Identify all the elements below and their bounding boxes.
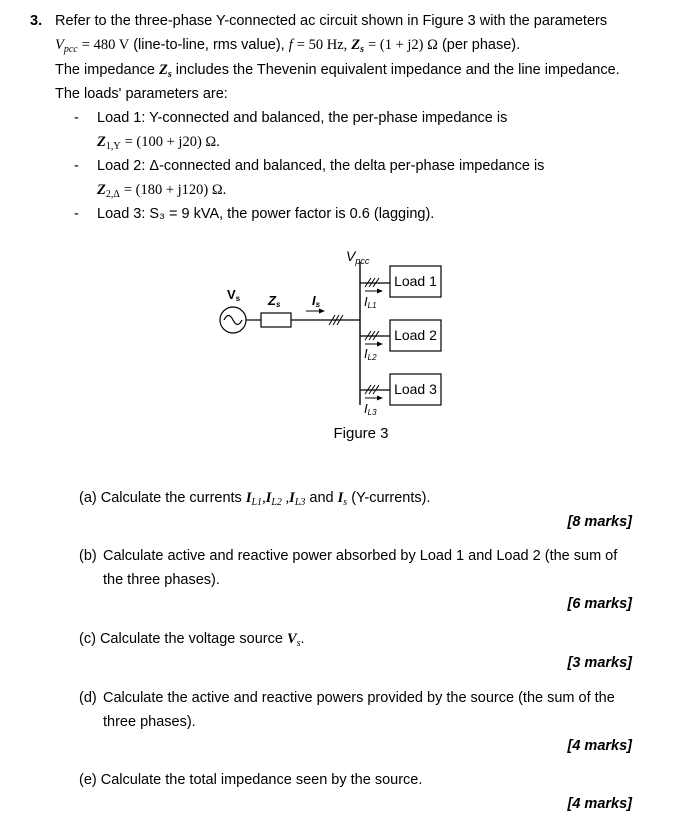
load3-text: Load 3: S₃ = 9 kVA, the power factor is 0.6 (lagging). — [97, 206, 435, 222]
il2-sub: L2 — [271, 497, 282, 508]
zs-inline-symbol: Z — [158, 62, 168, 78]
bullet-1: - — [74, 110, 79, 126]
zs-symbol: Z — [351, 37, 361, 53]
part-e-label: (e) — [79, 772, 97, 788]
part-d-marks: [4 marks] — [567, 738, 632, 754]
part-c — [79, 631, 305, 649]
zs-inline-subscript: s — [167, 69, 172, 80]
load1-subscript: 1,Y — [105, 141, 121, 152]
part-d-label: (d) — [79, 690, 97, 706]
part-b-marks: [6 marks] — [567, 596, 632, 612]
load2-label: Load 2 — [394, 327, 437, 343]
load2-value: = (180 + j120) Ω. — [123, 182, 227, 198]
il2-symbol: I — [265, 490, 272, 506]
zs-subscript: s — [360, 44, 365, 55]
il2-arrowhead-icon — [377, 342, 383, 347]
fig-il3-label: IL3 — [364, 401, 377, 417]
il1-arrowhead-icon — [377, 289, 383, 294]
intro-line-1: Refer to the three-phase Y-connected ac circuit shown in Figure 3 with the parameters — [55, 13, 608, 29]
vpcc-value: = 480 V — [81, 37, 130, 53]
il1-symbol: I — [245, 490, 252, 506]
part-c-marks: [3 marks] — [567, 655, 632, 671]
il3-symbol: I — [289, 490, 295, 506]
load1-symbol: Z — [97, 134, 106, 150]
load1-label: Load 1 — [394, 273, 437, 289]
is-symbol: I — [337, 490, 344, 506]
part-a-post: (Y-currents). — [351, 490, 431, 506]
impedance-line-post: includes the Thevenin equivalent impedance and the line impedance. — [175, 62, 620, 78]
load3-label: Load 3 — [394, 381, 437, 397]
fig-il2-label: IL2 — [364, 346, 377, 362]
zs-description: (per phase). — [441, 37, 521, 53]
vs-symbol: V — [286, 631, 297, 647]
part-d-line1: Calculate the active and reactive powers provided by the source (the sum of the — [103, 690, 615, 706]
part-e-text: Calculate the total impedance seen by the source. — [100, 772, 423, 788]
fig-zs-label: Zs — [268, 293, 281, 309]
part-e-marks: [4 marks] — [567, 796, 632, 812]
part-b-line2: the three phases). — [103, 572, 220, 588]
part-c-label: (c) — [79, 631, 96, 647]
frequency-value: = 50 Hz, — [296, 37, 348, 53]
sine-wave-icon — [224, 316, 242, 325]
part-d-line2: three phases). — [103, 714, 196, 730]
load1-value: = (100 + j20) Ω. — [124, 134, 220, 150]
sep-2: , — [281, 490, 290, 506]
vpcc-description: (line-to-line, rms value), — [133, 37, 285, 53]
vpcc-subscript: pcc — [63, 44, 78, 55]
part-a-marks: [8 marks] — [567, 514, 632, 530]
zs-value: = (1 + j2) Ω — [368, 37, 438, 53]
part-a — [79, 490, 430, 508]
figure-caption: Figure 3 — [333, 425, 389, 442]
part-e — [79, 772, 422, 788]
vpcc-symbol: V — [55, 37, 64, 53]
load1-text: Load 1: Y-connected and balanced, the per-phase impedance is — [97, 110, 508, 126]
part-c-pre: Calculate the voltage source — [99, 631, 283, 647]
loads-intro: The loads' parameters are: — [55, 86, 228, 102]
bullet-2: - — [74, 158, 79, 174]
vs-sub: s — [296, 638, 301, 649]
part-b-line1: Calculate active and reactive power absorbed by Load 1 and Load 2 (the sum of — [103, 548, 618, 564]
il3-arrowhead-icon — [377, 396, 383, 401]
part-c-post: . — [300, 631, 305, 647]
zs-impedance-box — [261, 313, 291, 327]
il3-sub: L3 — [294, 497, 306, 508]
load2-symbol: Z — [97, 182, 106, 198]
fig-is-label: Is — [312, 293, 321, 309]
question-number: 3. — [30, 13, 43, 29]
part-a-and: and — [309, 490, 334, 506]
part-b-label: (b) — [79, 548, 97, 564]
il1-sub: L1 — [251, 497, 263, 508]
is-arrowhead-icon — [319, 309, 325, 314]
impedance-line-pre: The impedance — [55, 62, 155, 78]
fig-vs-label: Vs — [227, 287, 241, 303]
part-a-pre: Calculate the currents — [100, 490, 242, 506]
is-sub: s — [343, 497, 348, 508]
fig-il1-label: IL1 — [364, 294, 377, 310]
sep-1: , — [262, 490, 266, 506]
fig-vpcc-label: $V_{pcc}$ — [346, 248, 370, 266]
bullet-3: - — [74, 206, 79, 222]
frequency-symbol: f — [288, 37, 293, 53]
load2-subscript: 2,Δ — [105, 189, 120, 200]
load2-text: Load 2: Δ-connected and balanced, the delta per-phase impedance is — [97, 158, 545, 174]
part-a-label: (a) — [79, 490, 97, 506]
